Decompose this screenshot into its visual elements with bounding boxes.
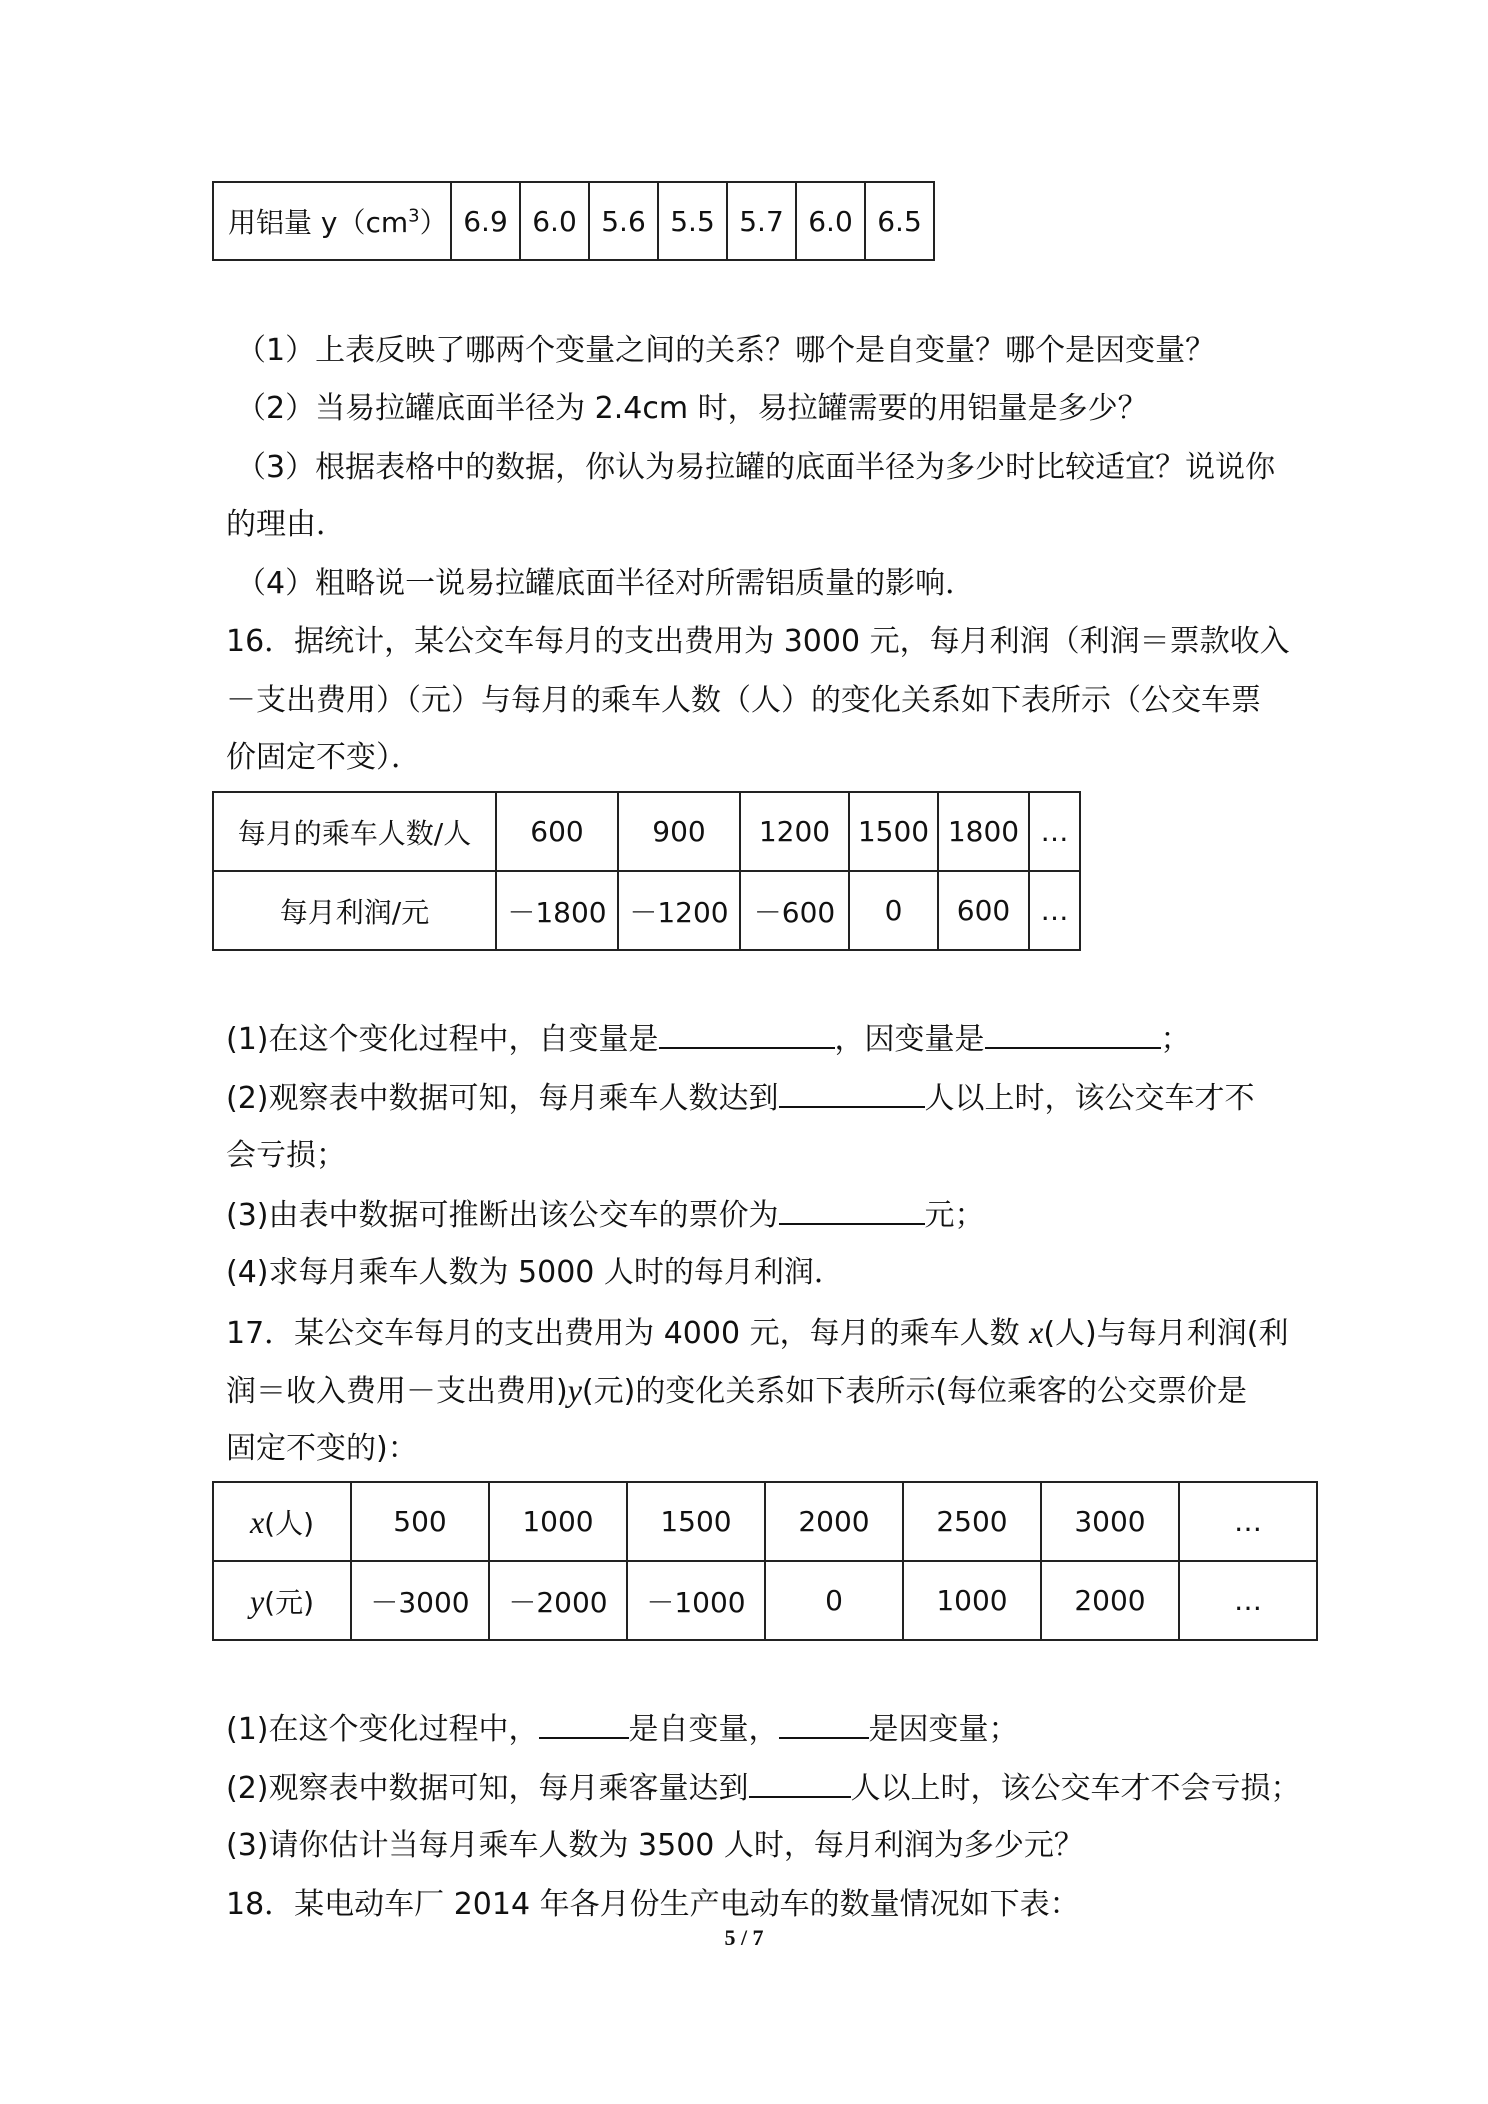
table-cell: 6.9	[451, 182, 520, 260]
q16-sub1-text: (1)在这个变化过程中，自变量是	[226, 1022, 659, 1057]
table-row	[213, 1482, 1317, 1561]
answer-blank[interactable]	[749, 1766, 851, 1798]
table-cell: 6.5	[865, 182, 934, 260]
table-cell: 6.0	[520, 182, 589, 260]
table-cell: 600	[496, 792, 618, 871]
answer-blank[interactable]	[985, 1017, 1161, 1049]
table-cell: 1500	[627, 1482, 765, 1561]
answer-blank[interactable]	[779, 1193, 925, 1225]
q15-part4: （4）粗略说一说易拉罐底面半径对所需铝质量的影响．	[236, 566, 976, 601]
table-cell: －1800	[496, 871, 618, 950]
q16-stem-line2: －支出费用）（元）与每月的乘车人数（人）的变化关系如下表所示（公交车票	[226, 683, 1261, 718]
table-cell: 5.6	[589, 182, 658, 260]
q15-part2: （2）当易拉罐底面半径为 2.4cm 时，易拉罐需要的用铝量是多少？	[236, 391, 1148, 426]
q17-stem-line2	[226, 1368, 1247, 1412]
q16-stem-line3: 价固定不变）．	[226, 740, 421, 775]
q17-stem-line1	[226, 1310, 1288, 1354]
q18-stem-line1: 18．某电动车厂 2014 年各月份生产电动车的数量情况如下表：	[226, 1887, 1080, 1922]
table-cell: 1000	[903, 1561, 1041, 1640]
table-cell: 2000	[765, 1482, 903, 1561]
aluminum-table	[212, 181, 935, 261]
table-row	[213, 871, 1080, 950]
table-cell: 500	[351, 1482, 489, 1561]
q16-sub2-cont: 会亏损；	[226, 1138, 346, 1173]
table-row-label: 用铝量 $y(cm^3)$	[213, 182, 451, 260]
q17-sub3: (3)请你估计当每月乘车人数为 3500 人时，每月利润为多少元？	[226, 1828, 1084, 1863]
table-row	[213, 792, 1080, 871]
table-cell: －2000	[489, 1561, 627, 1640]
table-row-label	[213, 1561, 351, 1640]
q16-sub4: (4)求每月乘车人数为 5000 人时的每月利润．	[226, 1255, 844, 1290]
q17-stem-text4: (元)的变化关系如下表所示(每位乘客的公交票价是	[581, 1374, 1248, 1409]
q17-sub1-text: (1)在这个变化过程中，	[226, 1712, 539, 1747]
answer-blank[interactable]	[779, 1707, 869, 1739]
unit-label: (人)	[264, 1506, 315, 1540]
q16-sub1-text3: ；	[1160, 1022, 1191, 1057]
answer-blank[interactable]	[659, 1017, 835, 1049]
q16-sub2	[226, 1076, 1255, 1120]
q16-sub3-text2: 元；	[924, 1198, 985, 1233]
table-cell: －1000	[627, 1561, 765, 1640]
variable-y: y	[567, 1372, 582, 1408]
q15-part1: （1）上表反映了哪两个变量之间的关系？哪个是自变量？哪个是因变量？	[236, 333, 1216, 368]
q17-sub1	[226, 1707, 1019, 1751]
page-number: 5 / 7	[724, 1925, 764, 1950]
table-cell: 3000	[1041, 1482, 1179, 1561]
table-cell: 1200	[740, 792, 849, 871]
answer-blank[interactable]	[779, 1076, 925, 1108]
table-cell: 1000	[489, 1482, 627, 1561]
q16-sub3-text: (3)由表中数据可推断出该公交车的票价为	[226, 1198, 779, 1233]
q16-sub2-text2: 人以上时，该公交车才不	[924, 1081, 1255, 1116]
table-cell: 0	[849, 871, 938, 950]
table-cell: …	[1179, 1561, 1317, 1640]
q17-stem-text2: (人)与每月利润(利	[1043, 1316, 1289, 1351]
table-cell: －3000	[351, 1561, 489, 1640]
q17-stem-text3: 润＝收入费用－支出费用)	[226, 1374, 568, 1409]
unit-label: (元)	[264, 1585, 315, 1619]
variable-x: x	[249, 1503, 265, 1540]
q17-sub1-text2: 是自变量，	[628, 1712, 779, 1747]
table-cell: 5.5	[658, 182, 727, 260]
table-row-label: 每月利润/元	[213, 871, 496, 950]
answer-blank[interactable]	[539, 1707, 629, 1739]
q16-stem-line1: 16．据统计，某公交车每月的支出费用为 3000 元，每月利润（利润＝票款收入	[226, 624, 1290, 659]
table-cell: 6.0	[796, 182, 865, 260]
table-cell: 5.7	[727, 182, 796, 260]
table-row-label: 每月的乘车人数/人	[213, 792, 496, 871]
q16-sub3	[226, 1193, 985, 1237]
table-cell: …	[1029, 792, 1080, 871]
q17-sub2-text2: 人以上时，该公交车才不会亏损；	[850, 1771, 1301, 1806]
q17-stem-line3: 固定不变的)：	[226, 1431, 418, 1466]
table-row-label	[213, 1482, 351, 1561]
table-cell: －1200	[618, 871, 740, 950]
variable-y: y	[249, 1582, 265, 1619]
table-cell: 0	[765, 1561, 903, 1640]
table-cell: 600	[938, 871, 1029, 950]
table-cell: 2000	[1041, 1561, 1179, 1640]
q17-table	[212, 1481, 1318, 1641]
table-cell: …	[1029, 871, 1080, 950]
variable-x: x	[1029, 1314, 1044, 1350]
table-cell: 2500	[903, 1482, 1041, 1561]
table-cell: 1800	[938, 792, 1029, 871]
table-row	[213, 182, 934, 260]
table-cell: 900	[618, 792, 740, 871]
q17-sub2-text: (2)观察表中数据可知，每月乘客量达到	[226, 1771, 749, 1806]
table-cell: …	[1179, 1482, 1317, 1561]
q17-sub2	[226, 1766, 1301, 1810]
q15-part3: （3）根据表格中的数据，你认为易拉罐的底面半径为多少时比较适宜？说说你	[236, 450, 1276, 485]
q17-stem-text: 17．某公交车每月的支出费用为 4000 元，每月的乘车人数	[226, 1316, 1030, 1351]
table-cell: －600	[740, 871, 849, 950]
q16-sub1	[226, 1017, 1191, 1061]
q16-table	[212, 791, 1081, 951]
superscript-exponent: 3	[408, 205, 420, 227]
q17-sub1-text3: 是因变量；	[868, 1712, 1019, 1747]
q16-sub2-text: (2)观察表中数据可知，每月乘车人数达到	[226, 1081, 779, 1116]
q15-part3-cont: 的理由．	[226, 507, 346, 542]
table-cell: 1500	[849, 792, 938, 871]
table-row	[213, 1561, 1317, 1640]
q16-sub1-text2: ，因变量是	[834, 1022, 985, 1057]
